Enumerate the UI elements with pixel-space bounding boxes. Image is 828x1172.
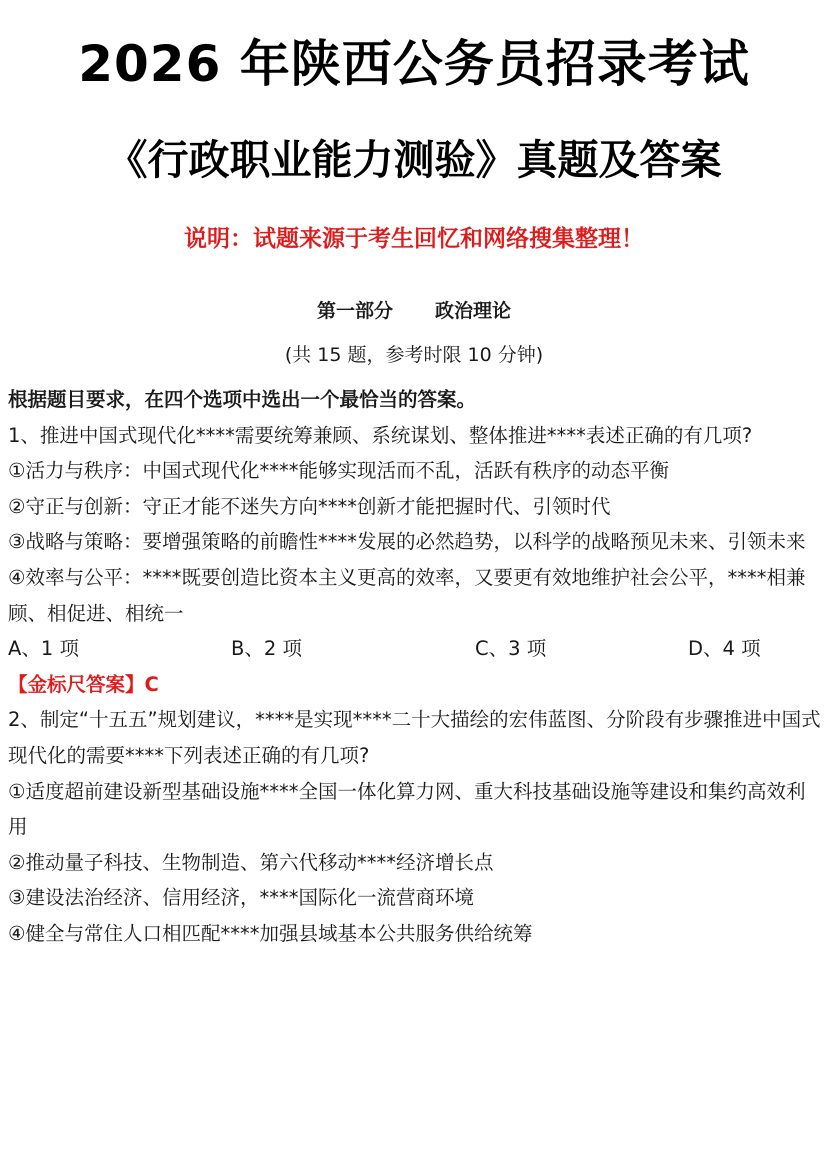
question-item: ③建设法治经济、信用经济，****国际化一流营商环境 bbox=[8, 886, 474, 910]
question-item: ③战略与策略：要增强策略的前瞻性****发展的必然趋势，以科学的战略预见未来、引领未来 bbox=[8, 530, 806, 554]
question-item: ④健全与常住人口相匹配****加强县域基本公共服务供给统筹 bbox=[8, 921, 533, 945]
question-stem: 2、制定“十五五”规划建议，****是实现****二十大描绘的宏伟蓝图、分阶段有步骤推进中国式现代化的需要****下列表述正确的有几项? bbox=[8, 708, 821, 767]
question-item: ②守正与创新：守正才能不迷失方向****创新才能把握时代、引领时代 bbox=[8, 494, 611, 518]
source-note: 说明：试题来源于考生回忆和网络搜集整理！ bbox=[184, 226, 644, 252]
question-stem: 1、推进中国式现代化****需要统筹兼顾、系统谋划、整体推进****表述正确的有几项? bbox=[8, 423, 753, 447]
question-item: ④效率与公平：****既要创造比资本主义更高的效率，又要更有效地维护社会公平，****相兼顾、相促进、相统一 bbox=[8, 565, 806, 625]
option-c: C、3 项 bbox=[475, 637, 547, 661]
section-name: 政治理论 bbox=[435, 300, 512, 322]
document-subtitle: 《行政职业能力测验》真题及答案 bbox=[106, 136, 722, 184]
section-heading bbox=[0, 296, 828, 326]
section-part: 第一部分 bbox=[316, 300, 393, 322]
answer-key: 【金标尺答案】C bbox=[8, 672, 159, 696]
option-d: D、4 项 bbox=[688, 637, 761, 661]
instruction: 根据题目要求，在四个选项中选出一个最恰当的答案。 bbox=[8, 388, 477, 411]
option-b: B、2 项 bbox=[231, 637, 302, 661]
question-body bbox=[8, 382, 823, 952]
answer-options bbox=[8, 631, 823, 667]
document-title: 2026 年陕西公务员招录考试 bbox=[78, 35, 750, 93]
question-item: ①适度超前建设新型基础设施****全国一体化算力网、重大科技基础设施等建设和集约高效利用 bbox=[8, 779, 806, 839]
question-item: ①活力与秩序：中国式现代化****能够实现活而不乱，活跃有秩序的动态平衡 bbox=[8, 459, 669, 483]
option-a: A、1 项 bbox=[8, 637, 79, 661]
question-item: ②推动量子科技、生物制造、第六代移动****经济增长点 bbox=[8, 850, 494, 874]
section-info: (共 15 题，参考时限 10 分钟) bbox=[284, 344, 544, 366]
